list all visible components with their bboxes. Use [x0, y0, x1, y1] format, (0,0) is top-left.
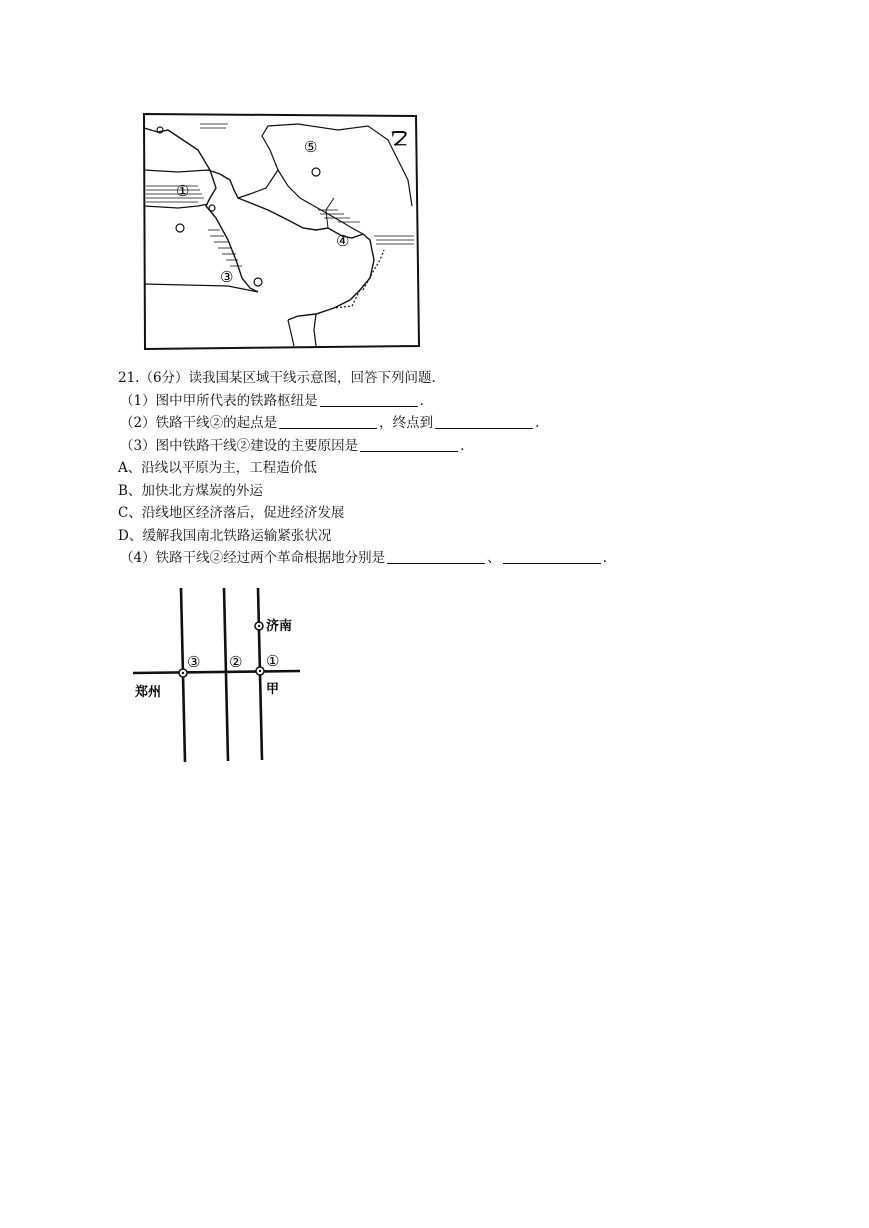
- marker-3: ③: [220, 268, 234, 286]
- answer-blank[interactable]: [503, 549, 601, 564]
- question-4: （4）铁路干线②经过两个革命根据地分别是 、 .: [120, 550, 607, 566]
- answer-blank[interactable]: [387, 549, 485, 564]
- marker-1: ①: [176, 182, 190, 200]
- option-d: D、缓解我国南北铁路运输紧张状况: [118, 527, 332, 544]
- question-21: [118, 367, 758, 570]
- corner-label: 乙: [391, 127, 408, 147]
- answer-blank[interactable]: [360, 437, 458, 452]
- city-jinan: 济南: [266, 619, 293, 634]
- map-frame: [144, 114, 419, 349]
- option-a: A、沿线以平原为主，工程造价低: [118, 460, 317, 476]
- marker-4: ④: [336, 232, 350, 250]
- marker-5: ⑤: [304, 138, 318, 156]
- label-line-2: ②: [229, 653, 243, 671]
- answer-blank[interactable]: [320, 392, 418, 407]
- label-line-3: ③: [187, 653, 201, 671]
- city-zhengzhou: 郑州: [135, 685, 162, 700]
- question-2: （2）铁路干线②的起点是 ，终点到 .: [120, 415, 540, 431]
- middle-east-map: [138, 110, 423, 355]
- answer-blank[interactable]: [279, 414, 377, 429]
- label-line-1: ①: [266, 652, 280, 670]
- railway-schematic: [128, 585, 318, 770]
- question-3: （3）图中铁路干线②建设的主要原因是 .: [120, 437, 465, 454]
- answer-blank[interactable]: [435, 414, 533, 429]
- option-c: C、沿线地区经济落后，促进经济发展: [118, 505, 345, 521]
- east-west-line: [133, 671, 300, 673]
- question-1: （1）图中甲所代表的铁路枢纽是 .: [120, 392, 424, 409]
- question-header: 21.（6分）读我国某区域干线示意图，回答下列问题.: [118, 370, 436, 386]
- label-jia: 甲: [266, 682, 280, 697]
- option-b: B、加快北方煤炭的外运: [118, 482, 263, 499]
- line-2: [224, 588, 228, 761]
